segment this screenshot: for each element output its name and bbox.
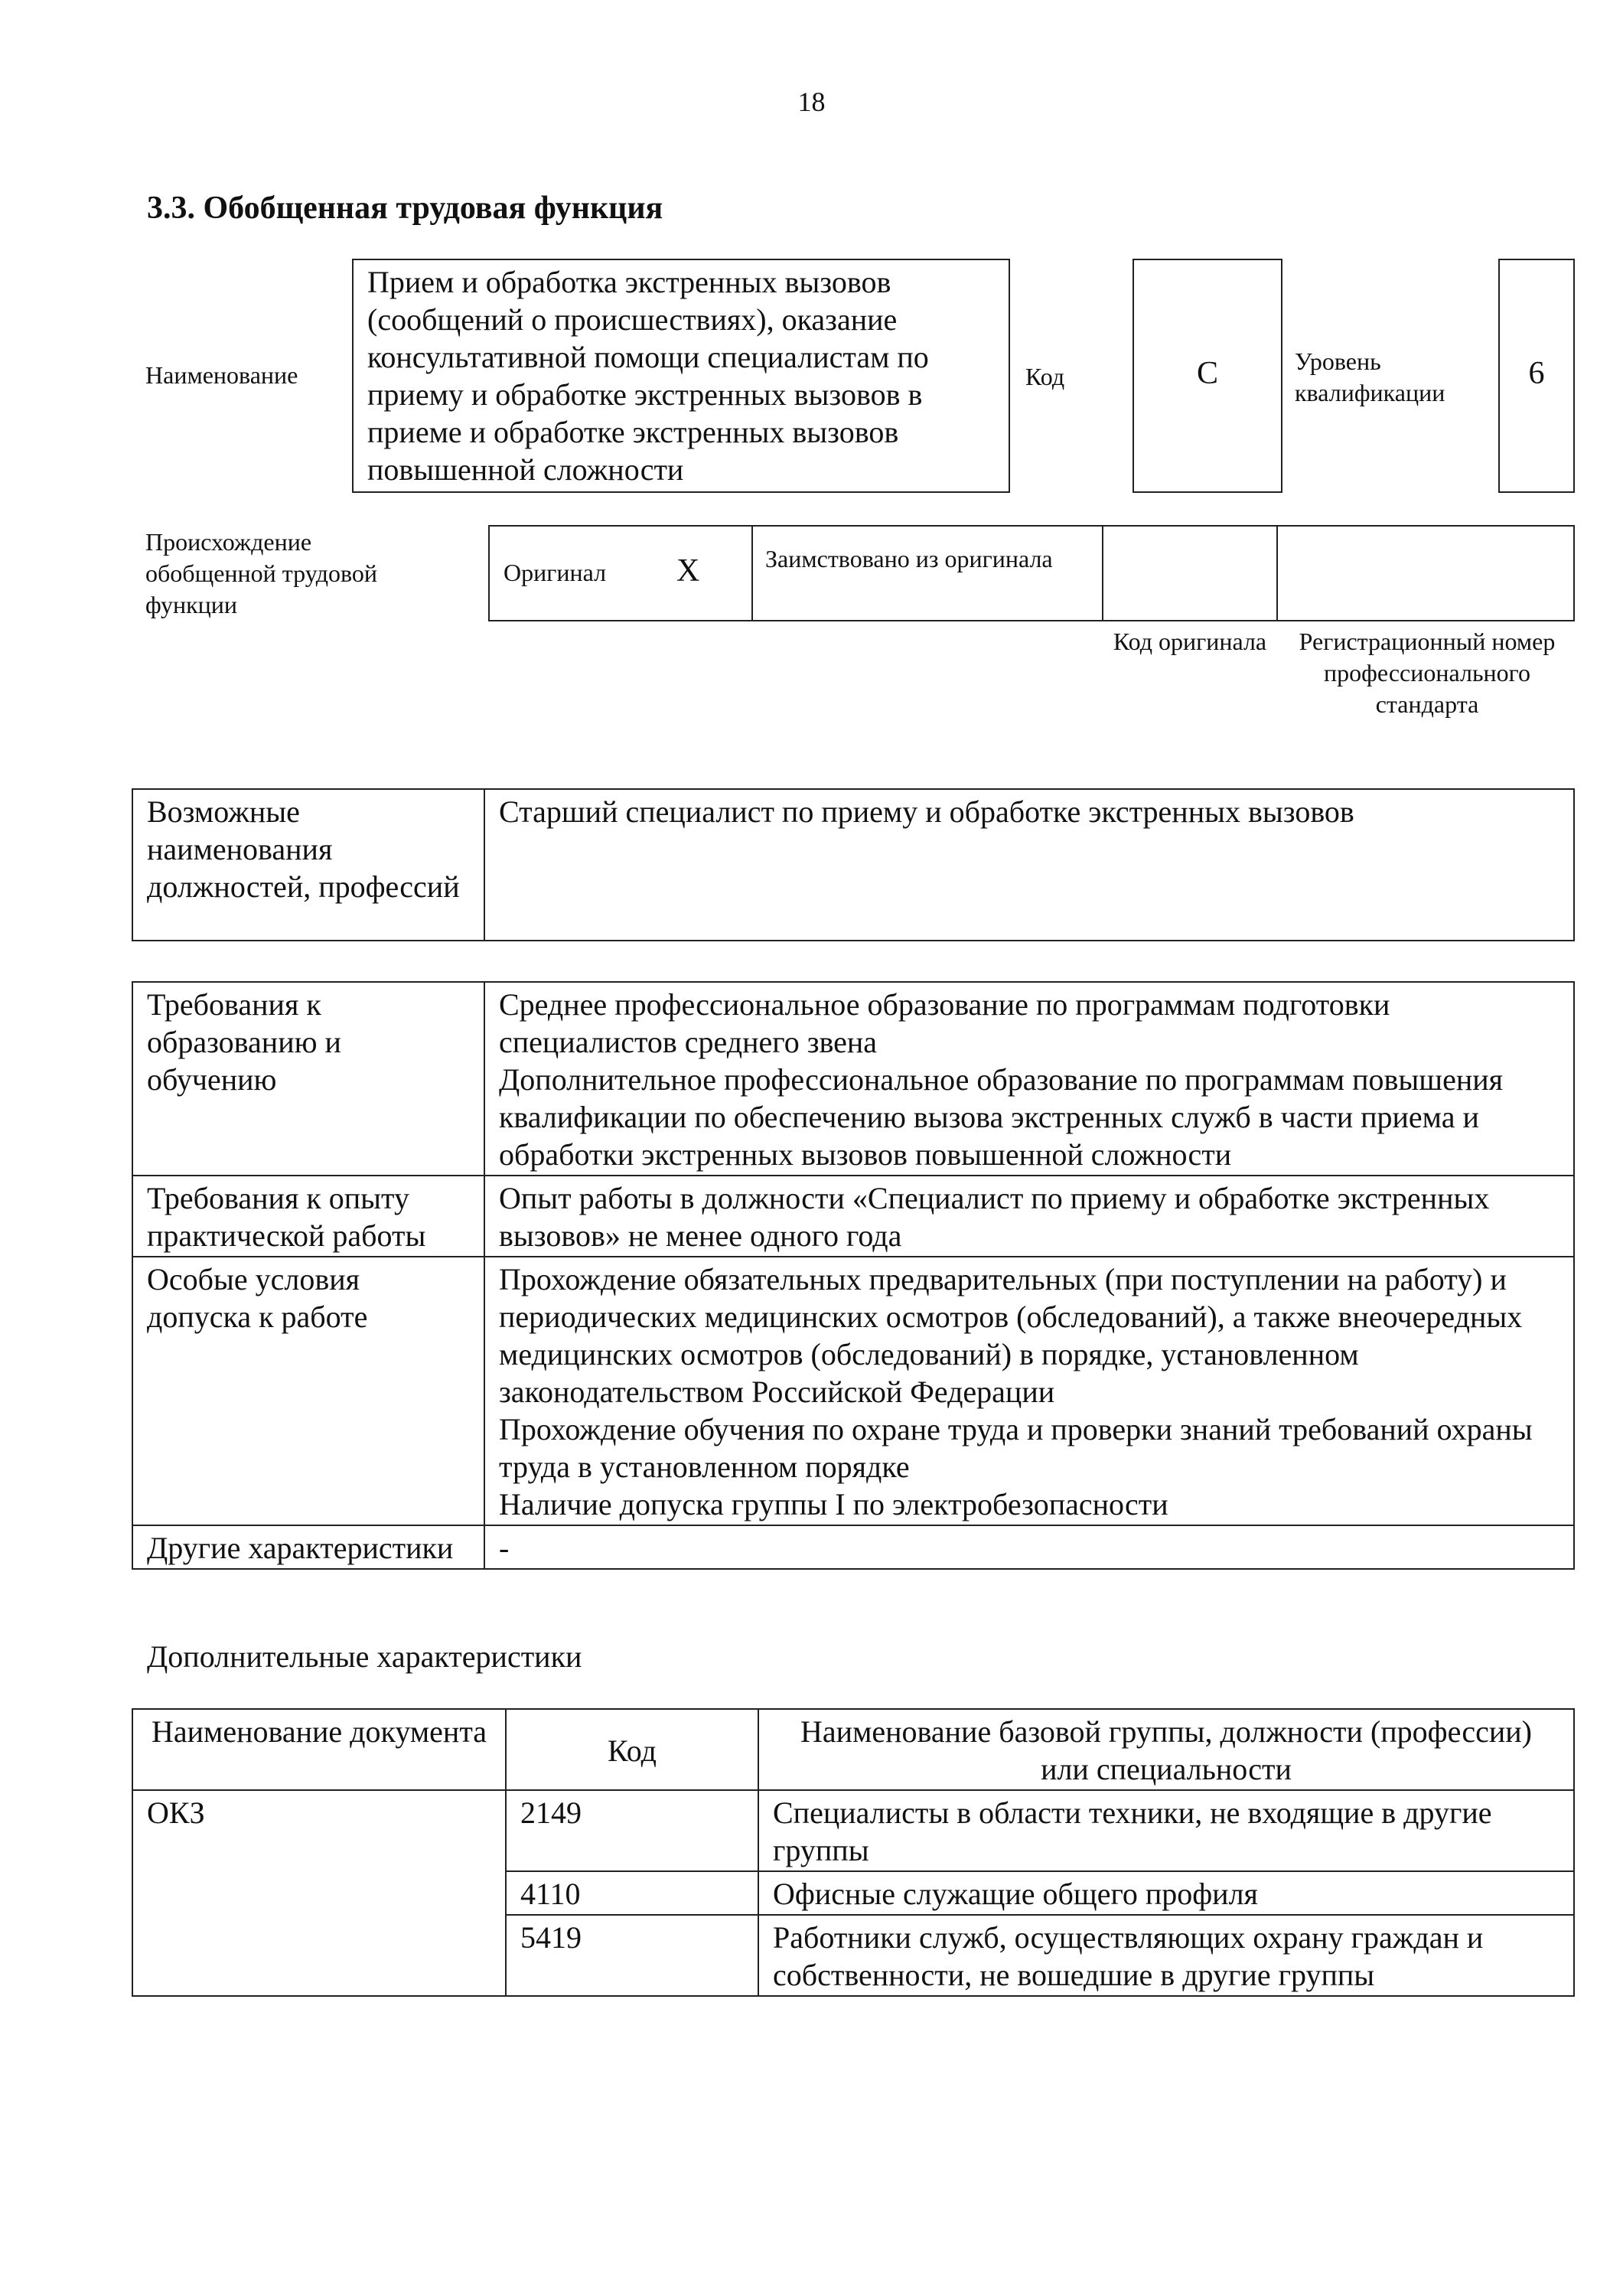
requirement-value xyxy=(484,1176,1574,1257)
table-row xyxy=(132,1790,1574,1871)
column-header: Код xyxy=(506,1709,758,1790)
okz-name: Офисные служащие общего профиля xyxy=(758,1871,1574,1915)
origin-box xyxy=(488,525,1575,621)
reg-caption: Регистрационный номер профессионального стандарта xyxy=(1299,628,1556,718)
origin-label: Происхождение обобщенной трудовой функции xyxy=(145,528,378,618)
requirement-row xyxy=(132,982,1574,1176)
requirement-paragraph: Опыт работы в должности «Специалист по приему и обработке экстренных вызовов» не менее одного года xyxy=(499,1181,1490,1253)
requirement-label: Требования к опыту практической работы xyxy=(132,1176,484,1257)
original-mark: X xyxy=(676,553,700,589)
table-header-row xyxy=(132,1709,1574,1790)
okz-code: 2149 xyxy=(506,1790,758,1871)
name-label: Наименование xyxy=(145,361,298,389)
requirement-label: Другие характеристики xyxy=(132,1525,484,1569)
requirement-paragraph: - xyxy=(499,1531,510,1565)
requirement-value xyxy=(484,1257,1574,1525)
origin-divider xyxy=(1102,527,1103,620)
code-caption: Код оригинала xyxy=(1113,628,1267,655)
okz-code: 5419 xyxy=(506,1915,758,1996)
positions-table xyxy=(132,788,1575,941)
requirement-paragraph: Прохождение обязательных предварительных (при поступлении на работу) и периодических медицинских осмотров (обследований), а также внеочередных медицинских осмотров (обследований) в порядке, установленном законодательством Российской Федерации xyxy=(499,1262,1523,1409)
requirement-value xyxy=(484,982,1574,1176)
code-box xyxy=(1133,259,1282,493)
original-label: Оригинал xyxy=(504,559,607,586)
origin-divider xyxy=(1276,527,1278,620)
name-box xyxy=(352,259,1010,493)
requirement-row xyxy=(132,1176,1574,1257)
code-value: C xyxy=(1196,356,1218,391)
requirement-paragraph: Среднее профессиональное образование по программам подготовки специалистов среднего звена xyxy=(499,987,1390,1059)
requirement-row xyxy=(132,1257,1574,1525)
okz-name: Специалисты в области техники, не входящие в другие группы xyxy=(758,1790,1574,1871)
level-label: Уровень квалификации xyxy=(1295,347,1445,406)
additional-table xyxy=(132,1708,1575,1997)
requirement-paragraph: Наличие допуска группы I по электробезопасности xyxy=(499,1487,1168,1521)
code-label: Код xyxy=(1025,363,1065,390)
document-name: ОКЗ xyxy=(132,1790,506,1996)
level-box xyxy=(1498,259,1575,493)
okz-name: Работники служб, осуществляющих охрану граждан и собственности, не вошедшие в другие группы xyxy=(758,1915,1574,1996)
origin-divider xyxy=(751,527,753,620)
requirement-value xyxy=(484,1525,1574,1569)
requirement-row xyxy=(132,1525,1574,1569)
positions-label: Возможные наименования должностей, профессий xyxy=(132,789,484,941)
column-header: Наименование базовой группы, должности (профессии) или специальности xyxy=(758,1709,1574,1790)
okz-code: 4110 xyxy=(506,1871,758,1915)
level-value: 6 xyxy=(1528,356,1545,391)
additional-title: Дополнительные характеристики xyxy=(147,1639,582,1674)
requirement-label: Особые условия допуска к работе xyxy=(132,1257,484,1525)
positions-value: Старший специалист по приему и обработке экстренных вызовов xyxy=(484,789,1574,941)
name-text: Прием и обработка экстренных вызовов (сообщений о происшествиях), оказание консультативной помощи специалистам по приему и обработке экстренных вызовов в приеме и обработке экстренных вызовов повышенной сложности xyxy=(367,265,929,487)
requirement-paragraph: Дополнительное профессиональное образование по программам повышения квалификации по обеспечению вызова экстренных служб в части приема и обработки экстренных вызовов повышенной сложности xyxy=(499,1062,1504,1172)
requirement-paragraph: Прохождение обучения по охране труда и проверки знаний требований охраны труда в установленном порядке xyxy=(499,1412,1533,1484)
page-number: 18 xyxy=(797,86,826,117)
section-heading: 3.3. Обобщенная трудовая функция xyxy=(147,191,663,226)
requirements-table xyxy=(132,981,1575,1570)
requirement-label: Требования к образованию и обучению xyxy=(132,982,484,1176)
column-header: Наименование документа xyxy=(132,1709,506,1790)
borrowed-label: Заимствовано из оригинала xyxy=(765,545,1053,572)
